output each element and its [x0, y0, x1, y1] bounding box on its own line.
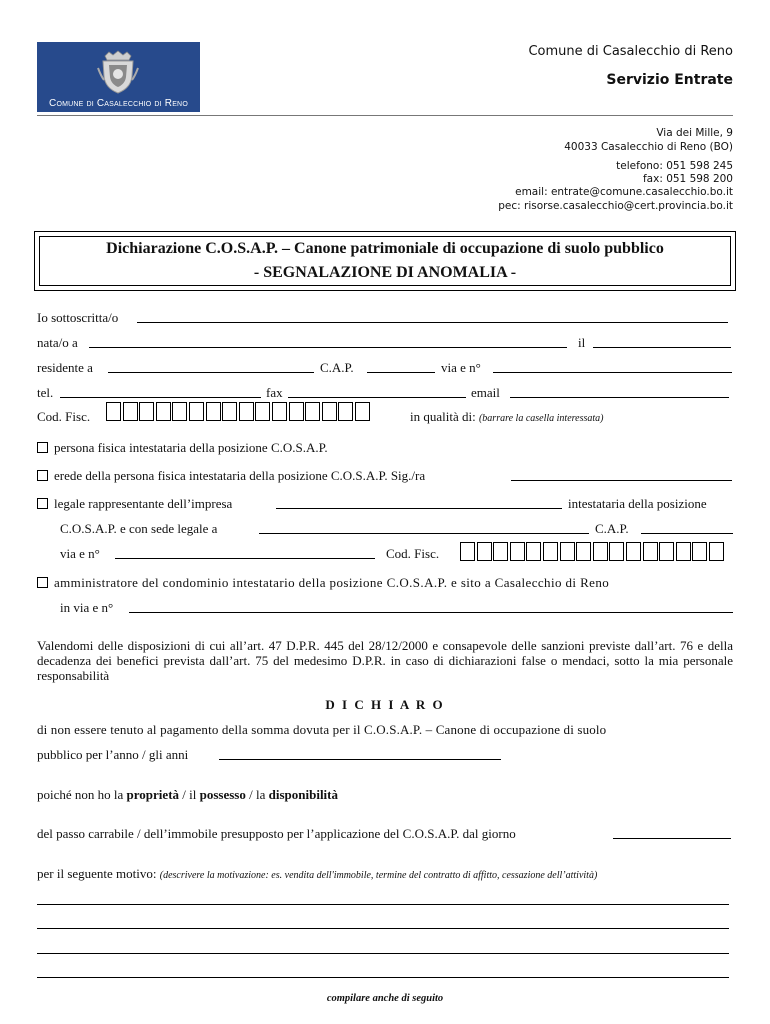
- label-il: il: [578, 335, 586, 350]
- field-via[interactable]: [493, 372, 732, 373]
- fax: fax: 051 598 200: [642, 173, 733, 185]
- preamble: Valendomi delle disposizioni di cui all’art. 47 D.P.R. 445 del 28/12/2000 e consapevole delle sanzioni previste dall’art. 76 e della decadenza dei benefici prevista dall’art. 75 del medesimo D.P.R. in caso di dichiarazioni false o mendaci, sotto la mia personale responsabilità: [37, 638, 733, 683]
- label-sede-legale: C.O.S.A.P. e con sede legale a: [60, 521, 218, 536]
- label-email: email: [471, 385, 500, 400]
- field-sede-legale[interactable]: [259, 533, 589, 534]
- title-box: [34, 231, 736, 291]
- label-opt3-codfisc: Cod. Fisc.: [386, 546, 440, 561]
- opt3-codfisc-boxes[interactable]: [460, 542, 726, 561]
- label-via: via e n°: [441, 360, 481, 375]
- label-intestataria: intestataria della posizione: [568, 496, 707, 511]
- coat-of-arms-icon: [95, 50, 141, 94]
- label-opt4-via: in via e n°: [60, 600, 114, 615]
- field-birthdate[interactable]: [593, 347, 731, 348]
- codfisc-boxes[interactable]: [106, 402, 372, 421]
- field-opt3-via[interactable]: [115, 558, 375, 559]
- qualita-note: (barrare la casella interessata): [478, 413, 604, 424]
- address-line-1: Via dei Mille, 9: [656, 127, 733, 139]
- field-motivo-line-3[interactable]: [37, 953, 729, 954]
- checkbox[interactable]: [37, 498, 48, 509]
- address-line-2: 40033 Casalecchio di Reno (BO): [564, 141, 733, 153]
- passo-carrabile-line: del passo carrabile / dell’immobile presupposto per l’applicazione del C.O.S.A.P. dal giorno: [37, 826, 516, 841]
- document-title: Dichiarazione C.O.S.A.P. – Canone patrimoniale di occupazione di suolo pubblico: [106, 240, 664, 257]
- field-motivo-line-1[interactable]: [37, 904, 729, 905]
- label-sottoscritto: Io sottoscritta/o: [37, 310, 119, 325]
- field-motivo-line-4[interactable]: [37, 977, 729, 978]
- checkbox[interactable]: [37, 442, 48, 453]
- option-disponibilita[interactable]: disponibilità: [268, 787, 338, 802]
- field-fax[interactable]: [288, 397, 466, 398]
- checkbox[interactable]: [37, 577, 48, 588]
- option-proprieta[interactable]: proprietà: [126, 787, 180, 802]
- label-nato: nata/o a: [37, 335, 78, 350]
- label-qualita: in qualità di:: [410, 409, 476, 424]
- field-name[interactable]: [137, 322, 728, 323]
- municipality-name: Comune di Casalecchio di Reno: [528, 44, 733, 59]
- field-motivo-line-2[interactable]: [37, 928, 729, 929]
- document-subtitle: - SEGNALAZIONE DI ANOMALIA -: [253, 264, 517, 281]
- field-anni[interactable]: [219, 759, 501, 760]
- option-possesso[interactable]: possesso: [199, 787, 246, 802]
- email: email: entrate@comune.casalecchio.bo.it: [515, 186, 733, 198]
- checkbox[interactable]: [37, 470, 48, 481]
- field-cap[interactable]: [367, 372, 435, 373]
- field-erede-name[interactable]: [511, 480, 732, 481]
- label-opt3-via: via e n°: [60, 546, 100, 561]
- field-impresa[interactable]: [276, 508, 562, 509]
- dichiaro-heading: D I C H I A R O: [325, 697, 445, 712]
- field-dal-giorno[interactable]: [613, 838, 731, 839]
- qualita-row: [410, 409, 604, 426]
- motivo-note: (descrivere la motivazione: es. vendita dell'immobile, termine del contratto di affitto, cessazione dell’attività): [159, 870, 598, 881]
- option-erede[interactable]: erede della persona fisica intestataria della posizione C.O.S.A.P. Sig./ra: [37, 468, 425, 483]
- option-persona-fisica[interactable]: persona fisica intestataria della posizione C.O.S.A.P.: [37, 440, 328, 455]
- label-cap: C.A.P.: [320, 360, 354, 375]
- option-amministratore[interactable]: amministratore del condominio intestatario della posizione C.O.S.A.P. e sito a Casalecchio di Reno: [37, 575, 609, 590]
- field-opt4-via[interactable]: [129, 612, 733, 613]
- logo-text: Comune di Casalecchio di Reno: [49, 98, 188, 109]
- field-tel[interactable]: [60, 397, 261, 398]
- phone: telefono: 051 598 245: [616, 160, 733, 172]
- pec: pec: risorse.casalecchio@cert.provincia.bo.it: [498, 200, 733, 212]
- field-residence[interactable]: [108, 372, 314, 373]
- service-name: Servizio Entrate: [606, 72, 733, 88]
- municipality-logo: [37, 42, 200, 112]
- label-opt3-cap: C.A.P.: [595, 521, 629, 536]
- label-fax: fax: [266, 385, 283, 400]
- field-birthplace[interactable]: [89, 347, 567, 348]
- option-legale-rappresentante[interactable]: legale rappresentante dell’impresa: [37, 496, 232, 511]
- label-residente: residente a: [37, 360, 93, 375]
- label-codfisc: Cod. Fisc.: [37, 409, 91, 424]
- motivo-line: per il seguente motivo: (descrivere la motivazione: es. vendita dell'immobile, termine del contratto di affitto, cessazione dell’attività): [37, 866, 598, 881]
- field-email[interactable]: [510, 397, 729, 398]
- declaration-text-1: di non essere tenuto al pagamento della somma dovuta per il C.O.S.A.P. – Canone di occupazione di suolo: [37, 722, 607, 737]
- label-tel: tel.: [37, 385, 54, 400]
- field-opt3-cap[interactable]: [641, 533, 733, 534]
- poiche-line: poiché non ho la proprietà / il possesso / la disponibilità: [37, 787, 338, 802]
- declaration-text-2: pubblico per l’anno / gli anni: [37, 747, 189, 762]
- footer-note: compilare anche di seguito: [326, 993, 444, 1004]
- header-divider: [37, 115, 733, 116]
